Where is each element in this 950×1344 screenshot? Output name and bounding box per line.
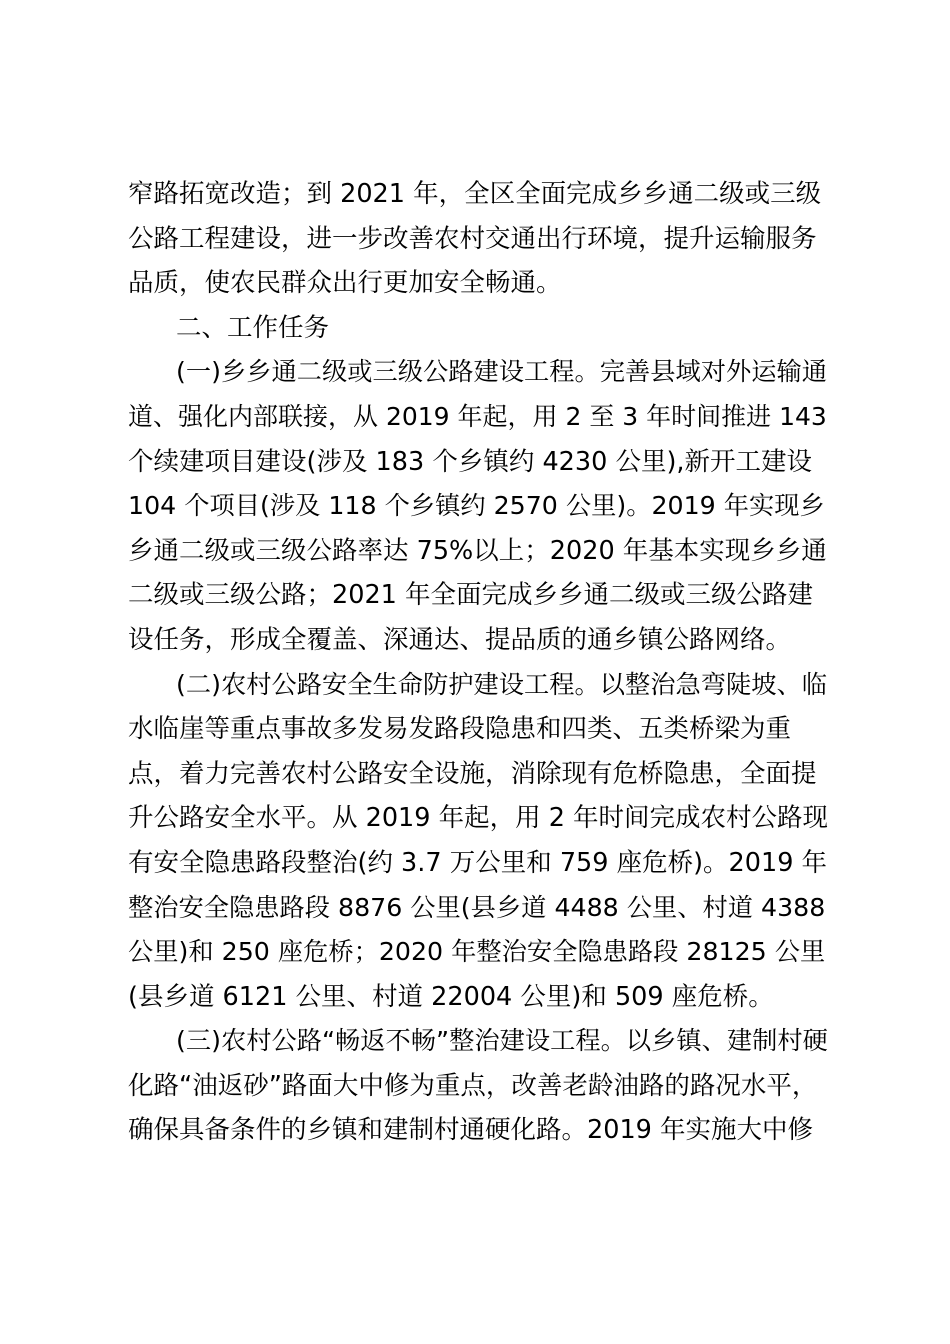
text-line: 104 个项目(涉及 118 个乡镇约 2570 公里)。2019 年实现乡 [128, 491, 825, 521]
text-line: 有安全隐患路段整治(约 3.7 万公里和 759 座危桥)。2019 年 [128, 847, 828, 878]
text-line: 点，着力完善农村公路安全设施，消除现有危桥隐患，全面提 [128, 758, 817, 789]
text-line: 水临崖等重点事故多发易发路段隐患和四类、五类桥梁为重 [128, 714, 792, 745]
text-line: 公里)和 250 座危桥；2020 年整治安全隐患路段 28125 公里 [128, 937, 826, 967]
text-line: 设任务，形成全覆盖、深通达、提品质的通乡镇公路网络。 [128, 624, 792, 655]
text-line: 二级或三级公路；2021 年全面完成乡乡通二级或三级公路建 [128, 580, 814, 611]
text-line: 乡通二级或三级公路率达 75%以上；2020 年基本实现乡乡通 [128, 535, 827, 566]
text-line: (二)农村公路安全生命防护建设工程。以整治急弯陡坡、临 [176, 669, 827, 699]
text-line: 品质，使农民群众出行更加安全畅通。 [128, 268, 562, 299]
text-line: 化路“油返砂”路面大中修为重点，改善老龄油路的路况水平， [128, 1070, 818, 1101]
text-line: 升公路安全水平。从 2019 年起，用 2 年时间完成农村公路现 [128, 803, 828, 834]
body-text [128, 172, 828, 1153]
text-line: (一)乡乡通二级或三级公路建设工程。完善县域对外运输通 [176, 357, 827, 387]
text-line: 个续建项目建设(涉及 183 个乡镇约 4230 公里),新开工建设 [128, 446, 812, 477]
text-line: 整治安全隐患路段 8876 公里(县乡道 4488 公里、村道 4388 [128, 892, 826, 922]
text-line: 窄路拓宽改造；到 2021 年，全区全面完成乡乡通二级或三级 [128, 179, 822, 209]
section-heading: 二、工作任务 [176, 312, 330, 343]
text-line: 确保具备条件的乡镇和建制村通硬化路。2019 年实施大中修 [128, 1115, 814, 1146]
text-line: (三)农村公路“畅返不畅”整治建设工程。以乡镇、建制村硬 [176, 1026, 828, 1056]
text-line: 公路工程建设，进一步改善农村交通出行环境，提升运输服务 [128, 223, 817, 254]
text-line: (县乡道 6121 公里、村道 22004 公里)和 509 座危桥。 [128, 981, 774, 1012]
text-line: 道、强化内部联接，从 2019 年起，用 2 至 3 年时间推进 143 [128, 401, 827, 431]
